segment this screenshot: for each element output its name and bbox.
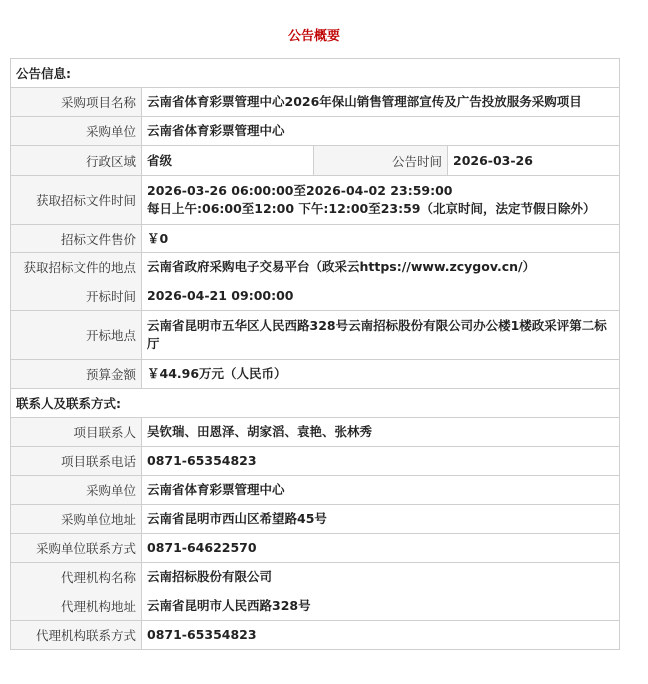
doc-price-label: 招标文件售价: [11, 225, 142, 253]
row-project-name: [11, 88, 620, 117]
row-doc-price: [11, 225, 620, 253]
purchaser-value: 云南省体育彩票管理中心: [142, 117, 620, 146]
contact-purchaser-label: 采购单位: [11, 476, 142, 505]
project-phone-label: 项目联系电话: [11, 447, 142, 476]
project-contact-label: 项目联系人: [11, 418, 142, 447]
open-place-label: 开标地点: [11, 311, 142, 360]
section-header-contacts: [11, 389, 620, 418]
agency-address-label: 代理机构地址: [11, 592, 142, 621]
purchaser-address-label: 采购单位地址: [11, 505, 142, 534]
publish-time-value: 2026-03-26: [448, 146, 620, 176]
row-purchaser-address: [11, 505, 620, 534]
open-time-value: 2026-04-21 09:00:00: [142, 282, 620, 311]
announcement-summary-table: [10, 58, 620, 650]
project-contact-value: 吴钦瑞、田恩泽、胡家滔、袁艳、张林秀: [142, 418, 620, 447]
agency-contact-value: 0871-65354823: [142, 621, 620, 650]
row-open-place: [11, 311, 620, 360]
agency-contact-label: 代理机构联系方式: [11, 621, 142, 650]
section-label-contacts: 联系人及联系方式:: [11, 389, 620, 418]
purchaser-label: 采购单位: [11, 117, 142, 146]
purchaser-contact-value: 0871-64622570: [142, 534, 620, 563]
obtain-place-value: 云南省政府采购电子交易平台（政采云https://www.zcygov.cn/）: [142, 253, 620, 282]
obtain-time-value: [142, 176, 620, 225]
section-label-announcement: 公告信息:: [11, 59, 620, 88]
obtain-time-range: 2026-03-26 06:00:00至2026-04-02 23:59:00: [147, 183, 453, 198]
row-obtain-place: [11, 253, 620, 282]
budget-label: 预算金额: [11, 360, 142, 389]
agency-name-label: 代理机构名称: [11, 563, 142, 592]
region-value: 省级: [142, 146, 314, 176]
section-header-announcement: [11, 59, 620, 88]
region-label: 行政区域: [11, 146, 142, 176]
page-title: 公告概要: [287, 29, 340, 44]
row-agency-address: [11, 592, 620, 621]
row-agency-contact: [11, 621, 620, 650]
row-project-phone: [11, 447, 620, 476]
row-project-contact: [11, 418, 620, 447]
project-name-label: 采购项目名称: [11, 88, 142, 117]
agency-address-value: 云南省昆明市人民西路328号: [142, 592, 620, 621]
row-region: [11, 146, 620, 176]
open-time-label: 开标时间: [11, 282, 142, 311]
doc-price-value: ￥0: [142, 225, 620, 253]
obtain-time-daily-hours: 每日上午:06:00至12:00 下午:12:00至23:59（北京时间，法定节假日除外）: [147, 201, 596, 216]
obtain-time-label: 获取招标文件时间: [11, 176, 142, 225]
project-name-value: 云南省体育彩票管理中心2026年保山销售管理部宣传及广告投放服务采购项目: [142, 88, 620, 117]
row-purchaser-contact: [11, 534, 620, 563]
row-open-time: [11, 282, 620, 311]
open-place-value: 云南省昆明市五华区人民西路328号云南招标股份有限公司办公楼1楼政采评第二标厅: [142, 311, 620, 360]
agency-name-value: 云南招标股份有限公司: [142, 563, 620, 592]
publish-time-label: 公告时间: [314, 146, 448, 176]
row-purchaser: [11, 117, 620, 146]
row-obtain-time: [11, 176, 620, 225]
contact-purchaser-value: 云南省体育彩票管理中心: [142, 476, 620, 505]
row-agency-name: [11, 563, 620, 592]
purchaser-contact-label: 采购单位联系方式: [11, 534, 142, 563]
obtain-place-label: 获取招标文件的地点: [11, 253, 142, 282]
purchaser-address-value: 云南省昆明市西山区希望路45号: [142, 505, 620, 534]
project-phone-value: 0871-65354823: [142, 447, 620, 476]
row-contact-purchaser: [11, 476, 620, 505]
row-budget: [11, 360, 620, 389]
budget-value: ￥44.96万元（人民币）: [142, 360, 620, 389]
